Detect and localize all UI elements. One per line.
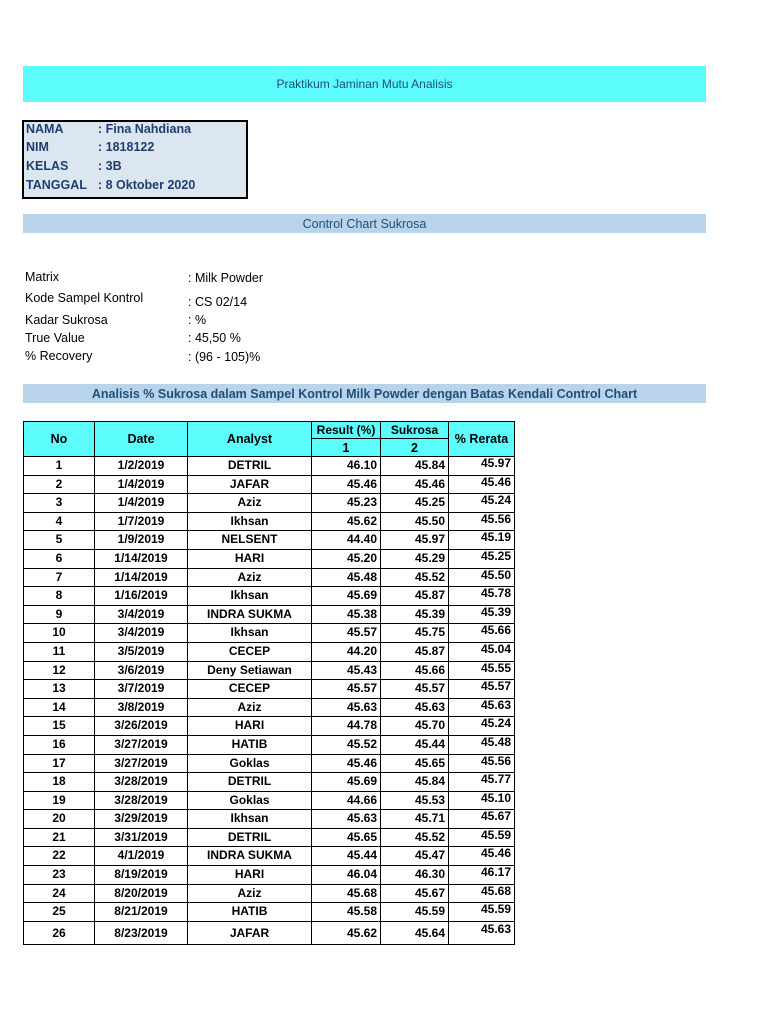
- cell-date: 3/5/2019: [95, 642, 188, 661]
- cell-no: 11: [24, 642, 95, 661]
- cell-result-2: 45.25: [381, 494, 449, 513]
- cell-result-1: 46.10: [312, 457, 381, 476]
- cell-analyst: DETRIL: [188, 773, 312, 792]
- cell-result-1: 45.46: [312, 754, 381, 773]
- cell-result-2: 45.46: [381, 475, 449, 494]
- table-row: [24, 531, 515, 550]
- col-header-replicate-1: 1: [312, 439, 381, 457]
- cell-analyst: Goklas: [188, 791, 312, 810]
- cell-result-1: 45.46: [312, 475, 381, 494]
- cell-average: 46.17: [449, 866, 515, 885]
- cell-result-1: 45.58: [312, 903, 381, 922]
- cell-result-2: 45.66: [381, 661, 449, 680]
- cell-date: 3/27/2019: [95, 735, 188, 754]
- cell-average: 45.57: [449, 680, 515, 699]
- meta-label: Kadar Sukrosa: [25, 313, 108, 327]
- cell-average: 45.19: [449, 531, 515, 550]
- cell-average: 45.55: [449, 661, 515, 680]
- cell-result-2: 45.65: [381, 754, 449, 773]
- table-row: [24, 549, 515, 568]
- table-row: [24, 494, 515, 513]
- cell-result-2: 45.64: [381, 921, 449, 944]
- cell-result-1: 45.48: [312, 568, 381, 587]
- cell-no: 20: [24, 810, 95, 829]
- cell-average: 45.66: [449, 624, 515, 643]
- student-info-value: : Fina Nahdiana: [98, 122, 192, 136]
- cell-analyst: DETRIL: [188, 828, 312, 847]
- cell-average: 45.48: [449, 735, 515, 754]
- cell-average: 45.39: [449, 605, 515, 624]
- cell-average: 45.46: [449, 475, 515, 494]
- cell-average: 45.56: [449, 754, 515, 773]
- cell-analyst: HARI: [188, 866, 312, 885]
- cell-no: 6: [24, 549, 95, 568]
- cell-average: 45.25: [449, 549, 515, 568]
- cell-result-1: 45.62: [312, 921, 381, 944]
- cell-result-2: 45.71: [381, 810, 449, 829]
- cell-result-1: 45.44: [312, 847, 381, 866]
- cell-no: 17: [24, 754, 95, 773]
- cell-result-1: 45.23: [312, 494, 381, 513]
- cell-date: 3/8/2019: [95, 698, 188, 717]
- cell-date: 3/4/2019: [95, 605, 188, 624]
- cell-average: 45.59: [449, 828, 515, 847]
- cell-result-1: 45.38: [312, 605, 381, 624]
- table-row: [24, 866, 515, 885]
- cell-result-1: 44.66: [312, 791, 381, 810]
- student-info-row: [26, 140, 154, 158]
- table-row: [24, 680, 515, 699]
- cell-no: 22: [24, 847, 95, 866]
- cell-result-2: 45.52: [381, 568, 449, 587]
- cell-result-2: 45.57: [381, 680, 449, 699]
- cell-average: 45.24: [449, 717, 515, 736]
- cell-analyst: CECEP: [188, 680, 312, 699]
- cell-no: 3: [24, 494, 95, 513]
- cell-result-1: 46.04: [312, 866, 381, 885]
- cell-no: 23: [24, 866, 95, 885]
- cell-analyst: INDRA SUKMA: [188, 605, 312, 624]
- cell-analyst: Ikhsan: [188, 810, 312, 829]
- cell-result-2: 45.29: [381, 549, 449, 568]
- cell-no: 19: [24, 791, 95, 810]
- cell-date: 1/4/2019: [95, 494, 188, 513]
- cell-date: 1/4/2019: [95, 475, 188, 494]
- cell-average: 45.63: [449, 921, 515, 944]
- cell-average: 45.56: [449, 512, 515, 531]
- student-info-label: KELAS: [26, 159, 69, 173]
- cell-no: 18: [24, 773, 95, 792]
- cell-date: 3/29/2019: [95, 810, 188, 829]
- student-info-value: : 1818122: [98, 140, 155, 154]
- cell-analyst: DETRIL: [188, 457, 312, 476]
- cell-analyst: Ikhsan: [188, 512, 312, 531]
- cell-no: 24: [24, 884, 95, 903]
- student-info-label: NIM: [26, 140, 49, 154]
- cell-analyst: Aziz: [188, 494, 312, 513]
- cell-result-1: 45.65: [312, 828, 381, 847]
- cell-result-1: 44.20: [312, 642, 381, 661]
- cell-result-2: 45.84: [381, 457, 449, 476]
- cell-result-1: 45.69: [312, 773, 381, 792]
- cell-average: 45.67: [449, 810, 515, 829]
- cell-no: 12: [24, 661, 95, 680]
- student-info-value: : 3B: [98, 159, 122, 173]
- cell-analyst: JAFAR: [188, 921, 312, 944]
- cell-result-2: 45.53: [381, 791, 449, 810]
- meta-label: True Value: [25, 331, 85, 345]
- cell-no: 4: [24, 512, 95, 531]
- cell-analyst: CECEP: [188, 642, 312, 661]
- cell-analyst: Aziz: [188, 568, 312, 587]
- meta-value: : 45,50 %: [188, 331, 241, 345]
- cell-date: 3/27/2019: [95, 754, 188, 773]
- cell-analyst: NELSENT: [188, 531, 312, 550]
- cell-date: 3/31/2019: [95, 828, 188, 847]
- cell-result-1: 45.69: [312, 587, 381, 606]
- table-row: [24, 754, 515, 773]
- cell-no: 15: [24, 717, 95, 736]
- cell-average: 45.97: [449, 457, 515, 476]
- cell-analyst: Goklas: [188, 754, 312, 773]
- cell-result-1: 45.62: [312, 512, 381, 531]
- table-row: [24, 605, 515, 624]
- table-row: [24, 735, 515, 754]
- cell-result-1: 45.57: [312, 624, 381, 643]
- cell-date: 4/1/2019: [95, 847, 188, 866]
- cell-result-1: 45.63: [312, 698, 381, 717]
- cell-average: 45.78: [449, 587, 515, 606]
- cell-date: 3/28/2019: [95, 791, 188, 810]
- cell-no: 2: [24, 475, 95, 494]
- cell-result-2: 45.87: [381, 587, 449, 606]
- meta-value: : (96 - 105)%: [188, 350, 261, 364]
- cell-result-1: 45.20: [312, 549, 381, 568]
- cell-result-2: 45.67: [381, 884, 449, 903]
- cell-analyst: HARI: [188, 549, 312, 568]
- cell-no: 21: [24, 828, 95, 847]
- table-row: [24, 457, 515, 476]
- cell-no: 5: [24, 531, 95, 550]
- cell-result-1: 45.68: [312, 884, 381, 903]
- cell-result-2: 45.52: [381, 828, 449, 847]
- cell-analyst: JAFAR: [188, 475, 312, 494]
- meta-label: % Recovery: [25, 349, 93, 363]
- cell-average: 45.46: [449, 847, 515, 866]
- table-row: [24, 587, 515, 606]
- cell-date: 1/16/2019: [95, 587, 188, 606]
- cell-result-1: 45.57: [312, 680, 381, 699]
- cell-result-2: 46.30: [381, 866, 449, 885]
- worksheet-title-text: Praktikum Jaminan Mutu Analisis: [276, 77, 453, 91]
- student-info-box: [22, 120, 248, 199]
- cell-analyst: Deny Setiawan: [188, 661, 312, 680]
- col-header-no: No: [24, 422, 95, 457]
- table-row: [24, 921, 515, 944]
- cell-analyst: HATIB: [188, 903, 312, 922]
- cell-result-2: 45.39: [381, 605, 449, 624]
- cell-date: 8/19/2019: [95, 866, 188, 885]
- table-row: [24, 624, 515, 643]
- meta-value: : CS 02/14: [188, 295, 248, 309]
- cell-result-2: 45.50: [381, 512, 449, 531]
- cell-result-1: 45.43: [312, 661, 381, 680]
- cell-analyst: Aziz: [188, 698, 312, 717]
- cell-result-1: 45.52: [312, 735, 381, 754]
- section-title-text: Control Chart Sukrosa: [302, 216, 427, 231]
- cell-no: 25: [24, 903, 95, 922]
- cell-average: 45.59: [449, 903, 515, 922]
- student-info-label: NAMA: [26, 122, 64, 136]
- cell-analyst: Ikhsan: [188, 624, 312, 643]
- cell-result-2: 45.63: [381, 698, 449, 717]
- student-info-row: [26, 178, 195, 196]
- cell-average: 45.50: [449, 568, 515, 587]
- table-row: [24, 568, 515, 587]
- cell-date: 3/26/2019: [95, 717, 188, 736]
- table-row: [24, 903, 515, 922]
- cell-date: 8/20/2019: [95, 884, 188, 903]
- cell-date: 1/7/2019: [95, 512, 188, 531]
- table-row: [24, 475, 515, 494]
- cell-date: 1/2/2019: [95, 457, 188, 476]
- cell-no: 13: [24, 680, 95, 699]
- cell-no: 16: [24, 735, 95, 754]
- cell-date: 3/6/2019: [95, 661, 188, 680]
- meta-label: Matrix: [25, 270, 60, 284]
- cell-result-2: 45.75: [381, 624, 449, 643]
- section-title-text: Analisis % Sukrosa dalam Sampel Kontrol Milk Powder dengan Batas Kendali Control Chart: [91, 386, 638, 401]
- col-header-result: Result (%): [312, 422, 381, 439]
- cell-date: 3/28/2019: [95, 773, 188, 792]
- student-info-row: [26, 159, 122, 177]
- cell-no: 26: [24, 921, 95, 944]
- cell-result-1: 44.40: [312, 531, 381, 550]
- col-header-date: Date: [95, 422, 188, 457]
- cell-no: 9: [24, 605, 95, 624]
- col-header-average: % Rerata: [449, 422, 515, 457]
- table-row: [24, 847, 515, 866]
- col-header-analyst: Analyst: [188, 422, 312, 457]
- results-table: [23, 421, 515, 945]
- cell-result-2: 45.97: [381, 531, 449, 550]
- cell-date: 1/9/2019: [95, 531, 188, 550]
- table-row: [24, 810, 515, 829]
- table-row: [24, 791, 515, 810]
- cell-result-1: 44.78: [312, 717, 381, 736]
- table-row: [24, 828, 515, 847]
- section-title-control-chart: [23, 214, 706, 233]
- cell-analyst: Aziz: [188, 884, 312, 903]
- cell-no: 1: [24, 457, 95, 476]
- cell-result-1: 45.63: [312, 810, 381, 829]
- cell-date: 3/4/2019: [95, 624, 188, 643]
- cell-result-2: 45.59: [381, 903, 449, 922]
- cell-analyst: HARI: [188, 717, 312, 736]
- table-row: [24, 698, 515, 717]
- cell-average: 45.77: [449, 773, 515, 792]
- cell-analyst: HATIB: [188, 735, 312, 754]
- cell-no: 8: [24, 587, 95, 606]
- cell-date: 8/23/2019: [95, 921, 188, 944]
- cell-result-2: 45.47: [381, 847, 449, 866]
- cell-date: 1/14/2019: [95, 568, 188, 587]
- section-title-analysis: [23, 384, 706, 403]
- meta-value: : Milk Powder: [188, 271, 264, 285]
- cell-result-2: 45.70: [381, 717, 449, 736]
- col-header-replicate-2: 2: [381, 439, 449, 457]
- table-row: [24, 773, 515, 792]
- table-row: [24, 661, 515, 680]
- cell-analyst: Ikhsan: [188, 587, 312, 606]
- meta-value: : %: [188, 313, 207, 327]
- student-info-row: [26, 122, 191, 140]
- student-info-label: TANGGAL: [26, 178, 87, 192]
- col-header-sukrosa: Sukrosa: [381, 422, 449, 439]
- cell-date: 8/21/2019: [95, 903, 188, 922]
- cell-result-2: 45.87: [381, 642, 449, 661]
- table-row: [24, 512, 515, 531]
- table-row: [24, 642, 515, 661]
- cell-average: 45.24: [449, 494, 515, 513]
- cell-date: 3/7/2019: [95, 680, 188, 699]
- meta-label: Kode Sampel Kontrol: [25, 291, 144, 305]
- table-row: [24, 717, 515, 736]
- cell-no: 7: [24, 568, 95, 587]
- student-info-value: : 8 Oktober 2020: [98, 178, 196, 192]
- table-row: [24, 884, 515, 903]
- cell-analyst: INDRA SUKMA: [188, 847, 312, 866]
- cell-average: 45.10: [449, 791, 515, 810]
- cell-average: 45.63: [449, 698, 515, 717]
- cell-average: 45.04: [449, 642, 515, 661]
- cell-result-2: 45.44: [381, 735, 449, 754]
- cell-no: 14: [24, 698, 95, 717]
- cell-no: 10: [24, 624, 95, 643]
- cell-date: 1/14/2019: [95, 549, 188, 568]
- worksheet-title: [23, 66, 706, 102]
- cell-result-2: 45.84: [381, 773, 449, 792]
- cell-average: 45.68: [449, 884, 515, 903]
